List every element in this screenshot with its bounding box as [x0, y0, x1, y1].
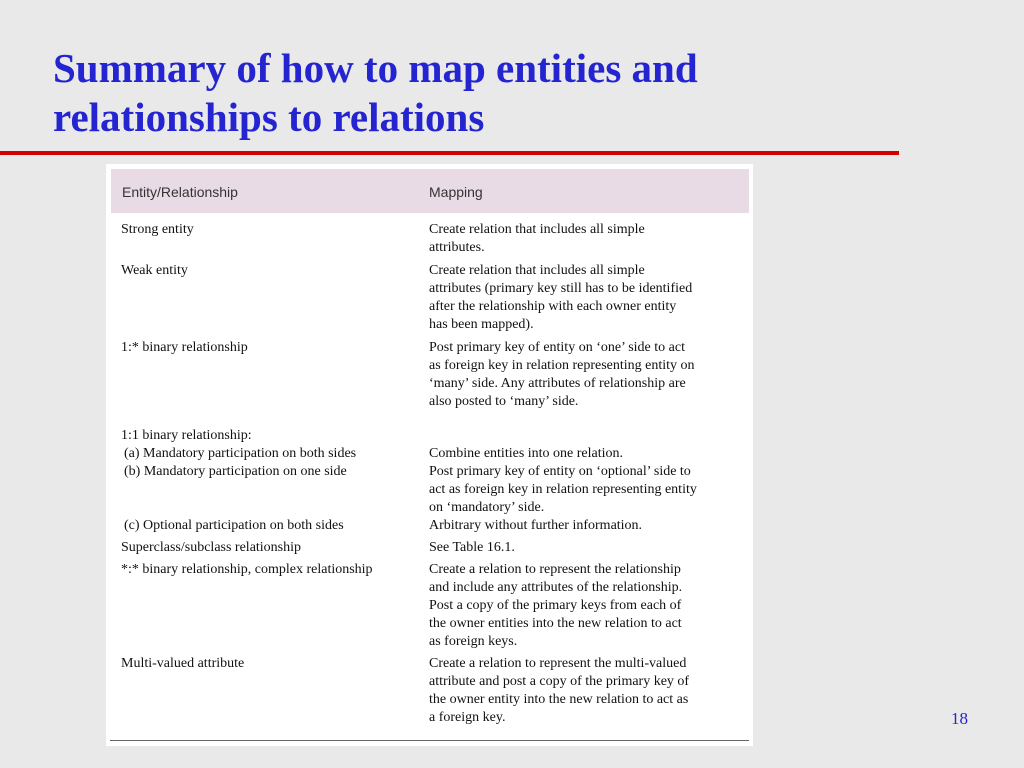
entity-cell — [121, 221, 421, 239]
mapping-line: Combine entities into one relation. — [429, 446, 624, 461]
mapping-line: also posted to ‘many’ side. — [429, 394, 579, 409]
entity-cell — [121, 539, 421, 557]
mapping-line: Create relation that includes all simple — [429, 263, 645, 278]
mapping-line: has been mapped). — [429, 317, 534, 332]
mapping-line: as foreign key in relation representing entity on — [429, 358, 695, 373]
mapping-cell — [429, 561, 744, 651]
mapping-line: act as foreign key in relation representing entity — [429, 482, 697, 497]
entity-line: 1:1 binary relationship: — [121, 428, 252, 443]
mapping-cell — [429, 655, 744, 727]
mapping-line: a foreign key. — [429, 710, 506, 725]
entity-line — [121, 481, 421, 499]
entity-line: 1:* binary relationship — [121, 340, 248, 355]
mapping-line: Arbitrary without further information. — [429, 518, 643, 533]
entity-cell — [121, 655, 421, 673]
entity-cell — [121, 427, 421, 535]
mapping-line: the owner entities into the new relation to act — [429, 616, 682, 631]
entity-subline: (b) Mandatory participation on one side — [124, 464, 347, 479]
mapping-line: Post primary key of entity on ‘optional’ side to — [429, 464, 691, 479]
mapping-line: on ‘mandatory’ side. — [429, 500, 545, 515]
column-header-entity: Entity/Relationship — [122, 184, 238, 200]
mapping-line: See Table 16.1. — [429, 540, 515, 555]
mapping-line — [429, 427, 744, 445]
mapping-line: Create a relation to represent the relationship — [429, 562, 681, 577]
entity-cell — [121, 339, 421, 357]
entity-subline: (a) Mandatory participation on both sides — [124, 446, 357, 461]
entity-line: Weak entity — [121, 263, 188, 278]
entity-cell — [121, 561, 421, 579]
page-number: 18 — [951, 709, 968, 728]
entity-line: Strong entity — [121, 222, 194, 237]
entity-line: Multi-valued attribute — [121, 656, 245, 671]
entity-line: *:* binary relationship, complex relationship — [121, 562, 373, 577]
mapping-line: after the relationship with each owner entity — [429, 299, 677, 314]
mapping-table — [106, 164, 753, 746]
entity-line: Superclass/subclass relationship — [121, 540, 302, 555]
entity-cell — [121, 262, 421, 280]
mapping-cell — [429, 262, 744, 334]
slide-title: Summary of how to map entities and relationships to relations — [53, 45, 698, 140]
table-bottom-rule — [110, 740, 749, 741]
mapping-line: attribute and post a copy of the primary key of — [429, 674, 690, 689]
column-header-mapping: Mapping — [429, 184, 483, 200]
mapping-line: the owner entity into the new relation to act as — [429, 692, 689, 707]
entity-line — [121, 499, 421, 517]
mapping-line: ‘many’ side. Any attributes of relationship are — [429, 376, 686, 391]
mapping-line: and include any attributes of the relationship. — [429, 580, 683, 595]
mapping-line: attributes (primary key still has to be identified — [429, 281, 693, 296]
mapping-line: as foreign keys. — [429, 634, 518, 649]
mapping-line: Create relation that includes all simple — [429, 222, 645, 237]
mapping-cell — [429, 539, 744, 557]
mapping-cell — [429, 427, 744, 535]
title-divider — [0, 151, 899, 155]
mapping-cell — [429, 339, 744, 411]
table-header — [111, 169, 749, 213]
mapping-line: attributes. — [429, 240, 485, 255]
mapping-line: Post a copy of the primary keys from each of — [429, 598, 682, 613]
mapping-line: Post primary key of entity on ‘one’ side to act — [429, 340, 685, 355]
mapping-line: Create a relation to represent the multi-valued — [429, 656, 687, 671]
entity-subline: (c) Optional participation on both sides — [124, 518, 344, 533]
mapping-cell — [429, 221, 744, 257]
